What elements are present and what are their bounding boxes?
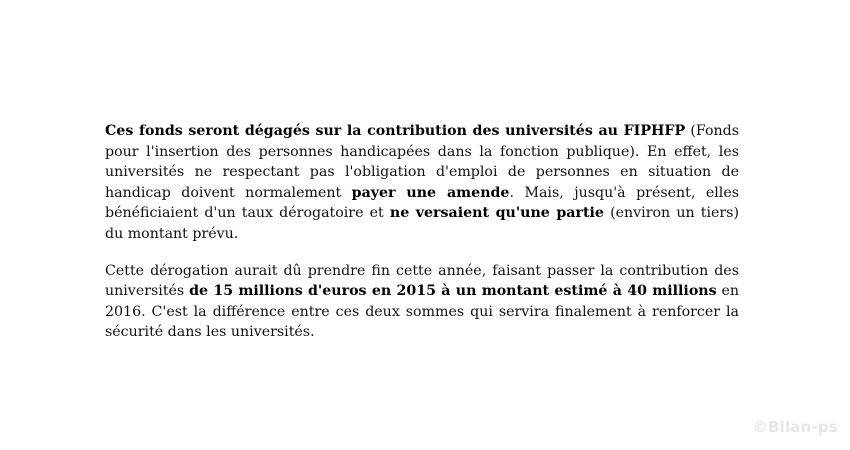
paragraph-1-text-c: (environ un tiers) du montant prévu. (105, 205, 739, 242)
paragraph-2 (105, 261, 739, 343)
paragraph-1 (105, 121, 739, 245)
paragraph-1-text-b: . Mais, jusqu'à présent, elles bénéficiaient d'un taux dérogatoire et (105, 184, 739, 222)
paragraph-1-bold-lead: Ces fonds seront dégagés sur la contribution des universités au FIPHFP (105, 123, 686, 139)
article-body (105, 121, 739, 359)
watermark: ©Bilan-ps (752, 418, 838, 436)
paragraph-2-text-b: en 2016. C'est la différence entre ces deux sommes qui servira finalement à renforcer la sécurité dans les universités. (105, 283, 739, 341)
paragraph-1-bold-amende: payer une amende (351, 184, 510, 201)
paragraph-1-text-a: (Fonds pour l'insertion des personnes handicapées dans la fonction publique). En effet, les universités ne respectant pas l'obligation d'emploi de personnes en situation de handicap doivent normalement (105, 123, 739, 201)
paragraph-2-text-a: Cette dérogation aurait dû prendre fin cette année, faisant passer la contribution des universités (105, 262, 739, 300)
paragraph-1-bold-partie: ne versaient qu'une partie (389, 205, 604, 222)
paragraph-2-bold-amounts: de 15 millions d'euros en 2015 à un montant estimé à 40 millions (189, 283, 717, 300)
